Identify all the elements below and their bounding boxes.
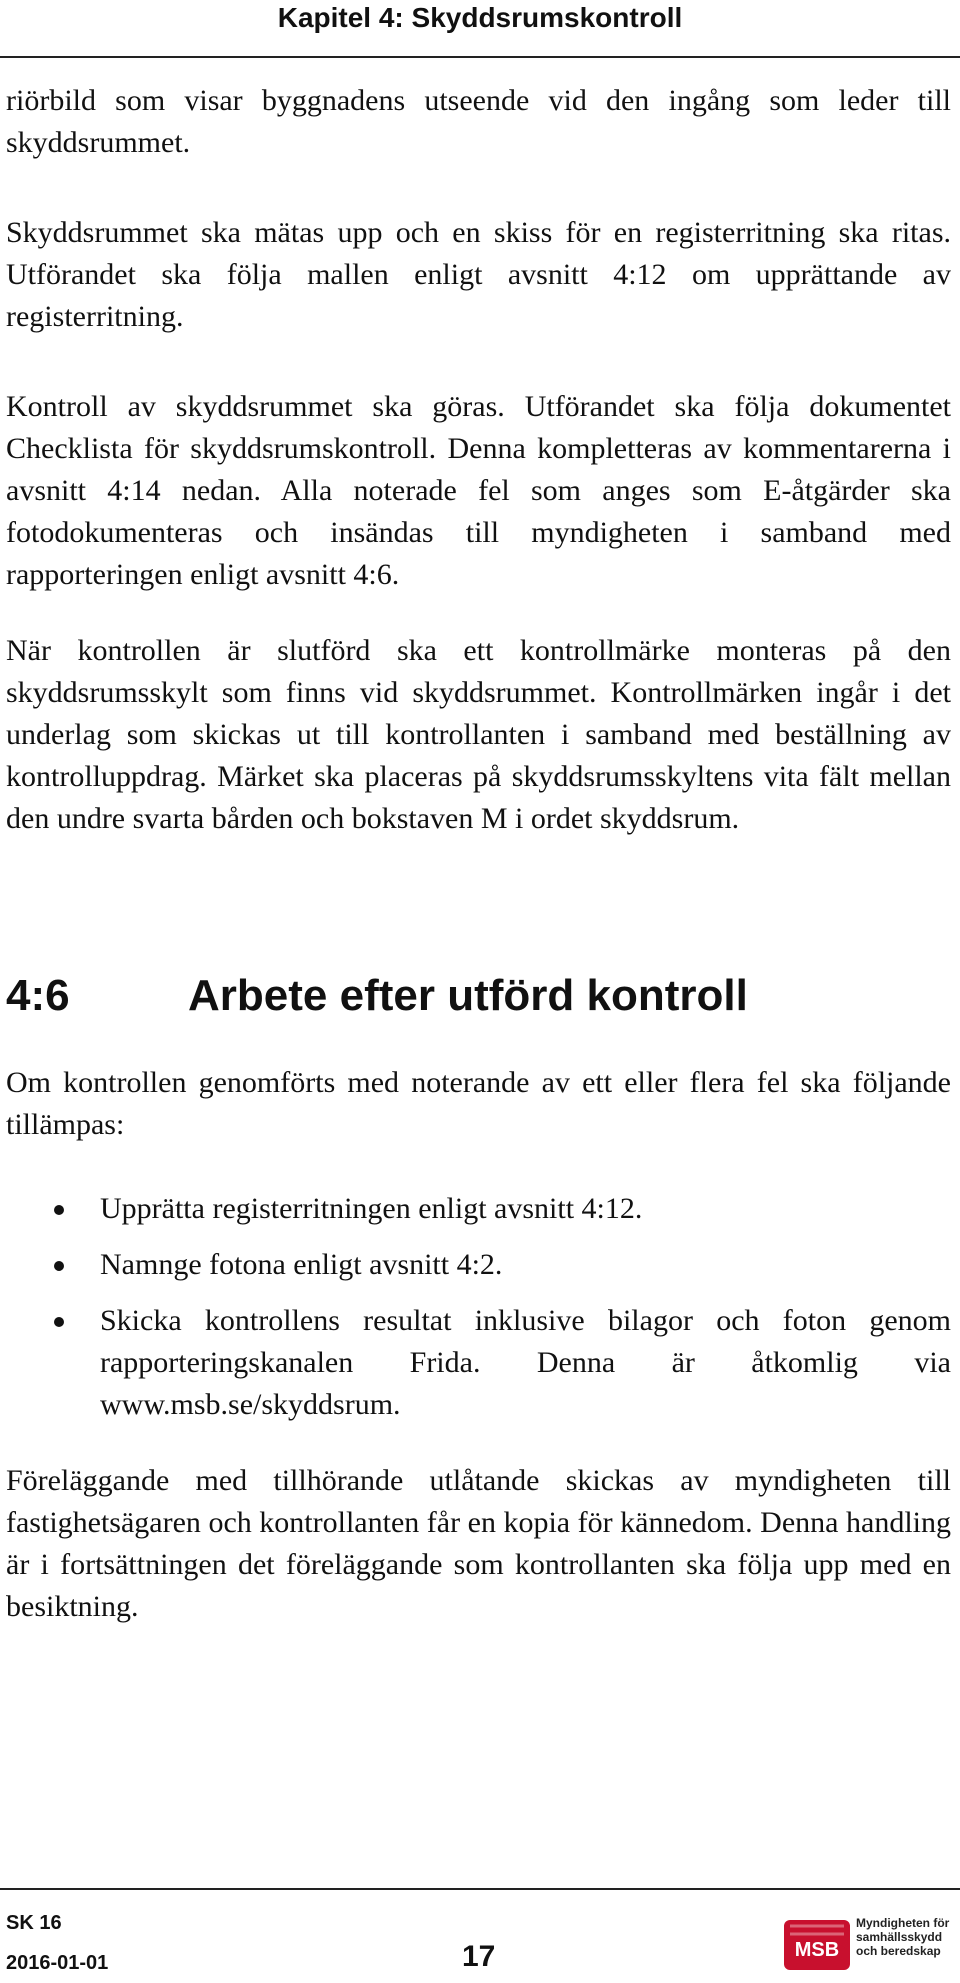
msb-logo [782,1912,954,1978]
document-date: 2016-01-01 [6,1952,109,1974]
bullet-list [6,1188,951,1426]
section-title: Arbete efter utförd kontroll [188,971,748,1020]
logo-text-line: och beredskap [856,1944,941,1958]
bullet-icon [54,1205,64,1215]
document-code: SK 16 [6,1912,62,1934]
logo-text-line: Myndigheten för [856,1916,950,1930]
list-item-text: Namnge fotona enligt avsnitt 4:2. [100,1248,503,1281]
list-item-text: Skicka kontrollens resultat inklusive bilagor och foton genom rapporteringskanalen Frida. Denna är åtkomlig via www.msb.se/skyddsrum. [100,1304,951,1421]
page-number: 17 [462,1940,496,1973]
list-item [6,1244,951,1286]
page-header [0,0,960,56]
section-heading [6,966,748,1026]
list-item [6,1300,951,1426]
section-number: 4:6 [6,971,70,1020]
paragraph-4: När kontrollen är slutförd ska ett kontrollmärke monteras på den skyddsrumsskylt som finns vid skyddsrummet. Kontrollmärken ingår i det underlag som skickas ut till kontrollanten i samband med beställning av kontrolluppdrag. Märket ska placeras på skyddsrumsskyltens vita fält mellan den undre svarta bården och bokstaven M i ordet skyddsrum. [6,634,951,835]
closing-paragraph: Föreläggande med tillhörande utlåtande skickas av myndigheten till fastighetsägaren och kontrollanten får en kopia för kännedom. Denna handling är i fortsättningen det föreläggande som kontrollanten ska följa upp med en besiktning. [6,1464,951,1623]
list-item-text: Upprätta registerritningen enligt avsnitt 4:12. [100,1192,643,1225]
logo-text [856,1916,949,1958]
bullet-icon [54,1261,64,1271]
paragraph-1: riörbild som visar byggnadens utseende vid den ingång som leder till skyddsrummet. [6,84,951,159]
paragraph-3: Kontroll av skyddsrummet ska göras. Utförandet ska följa dokumentet Checklista för skyddsrumskontroll. Denna kompletteras av kommentarerna i avsnitt 4:14 nedan. Alla noterade fel som anges som E-åtgärder ska fotodokumenteras och insändas till myndigheten i samband med rapporteringen enligt avsnitt 4:6. [6,390,951,591]
paragraph-2: Skyddsrummet ska mätas upp och en skiss för en registerritning ska ritas. Utförandet ska följa mallen enligt avsnitt 4:12 om upprättande av registerritning. [6,216,951,333]
list-item [6,1188,951,1230]
chapter-title: Kapitel 4: Skyddsrumskontroll [277,2,683,33]
footer-divider [0,1888,960,1890]
section-intro: Om kontrollen genomförts med noterande av ett eller flera fel ska följande tillämpas: [6,1066,951,1141]
bullet-icon [54,1317,64,1327]
msb-logo-icon [782,1912,852,1978]
header-divider [0,56,960,58]
logo-text-line: samhällsskydd [856,1930,943,1944]
logo-badge-text: MSB [794,1939,840,1961]
